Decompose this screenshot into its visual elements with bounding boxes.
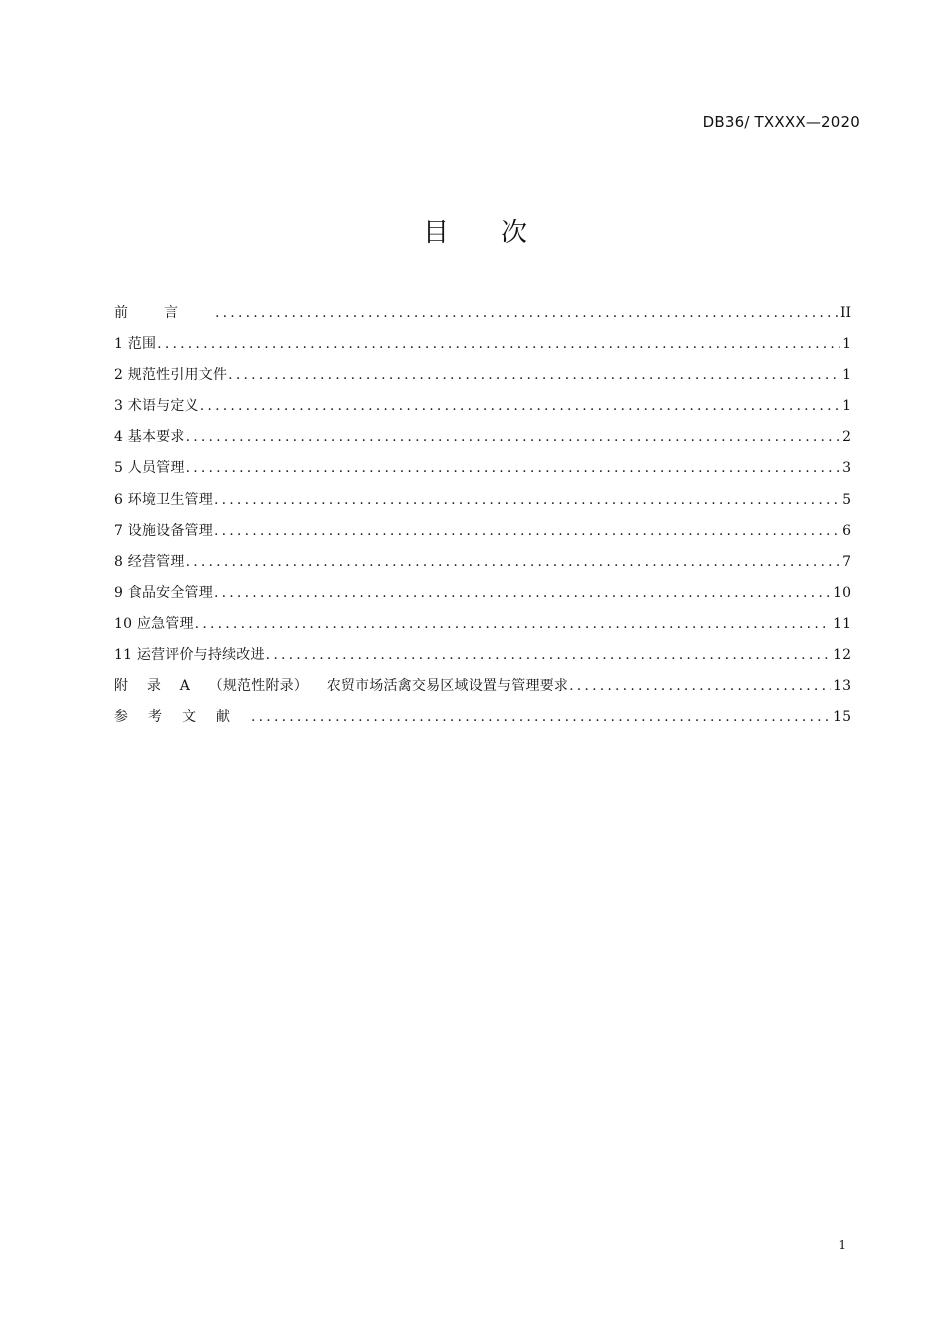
toc-entry-basic-requirements[interactable] [114,425,851,456]
toc-dot-leader [157,332,840,356]
toc-dot-leader [215,301,838,325]
toc-dot-leader [228,363,840,387]
toc-entry-page: 2 [842,429,851,446]
toc-entry-page: 10 [833,584,851,601]
toc-entry-bibliography[interactable] [114,705,851,736]
page-title [0,212,950,249]
toc-entry-label: 7 设施设备管理 [114,522,213,539]
toc-entry-label: 前言 [114,305,214,321]
toc-entry-page: 1 [842,367,851,384]
toc-entry-label: 5 人员管理 [114,460,185,477]
toc-entry-emergency-management[interactable] [114,612,851,643]
toc-entry-label: 1 范围 [114,336,157,353]
toc-dot-leader [186,425,841,449]
toc-entry-label: 10 应急管理 [114,615,194,632]
toc-dot-leader [186,550,841,574]
toc-entry-scope[interactable] [114,332,851,363]
toc-entry-environmental-sanitation[interactable] [114,488,851,519]
toc-entry-page: 7 [842,553,851,570]
toc-dot-leader [200,394,840,418]
toc-dot-leader [251,705,831,729]
toc-entry-appendix-a[interactable] [114,674,851,705]
toc-dot-leader [186,456,841,480]
toc-entry-normative-references[interactable] [114,363,851,394]
toc-entry-page: 13 [833,678,851,695]
toc-entry-page: 5 [842,491,851,508]
toc-entry-label: 3 术语与定义 [114,398,199,415]
toc-entry-label: 4 基本要求 [114,429,185,446]
toc-entry-page: 11 [833,615,851,632]
toc-entry-label: 9 食品安全管理 [114,584,213,601]
title-char-1: 目 [422,218,449,248]
toc-entry-label: 参考文献 [114,709,250,726]
toc-entry-page: II [839,305,851,321]
toc-dot-leader [266,643,832,667]
toc-entry-page: 6 [842,522,851,539]
toc-entry-evaluation-improvement[interactable] [114,643,851,674]
page-number: 1 [838,1238,846,1252]
toc-entry-label: 8 经营管理 [114,553,185,570]
toc-entry-label: 2 规范性引用文件 [114,367,228,384]
toc-entry-terms-definitions[interactable] [114,394,851,425]
toc-entry-personnel-management[interactable] [114,456,851,487]
toc-dot-leader [214,581,831,605]
toc-entry-page: 15 [833,709,851,726]
toc-entry-food-safety[interactable] [114,581,851,612]
toc-entry-label: 附 录 A （规范性附录） 农贸市场活禽交易区域设置与管理要求 [114,678,569,695]
toc-entry-page: 1 [842,398,851,415]
toc-entry-page: 1 [842,336,851,353]
toc-entry-foreword[interactable] [114,301,851,332]
toc-entry-facility-management[interactable] [114,519,851,550]
toc-entry-label: 11 运营评价与持续改进 [114,647,265,664]
document-code: DB36/ TXXXX—2020 [702,113,860,131]
title-char-2: 次 [501,218,528,248]
toc-entry-page: 12 [833,647,851,664]
toc-dot-leader [214,519,840,543]
toc-entry-operation-management[interactable] [114,550,851,581]
toc-entry-label: 6 环境卫生管理 [114,491,213,508]
table-of-contents [114,301,851,736]
toc-dot-leader [195,612,832,636]
toc-dot-leader [569,674,831,698]
toc-entry-page: 3 [842,460,851,477]
toc-dot-leader [214,488,840,512]
